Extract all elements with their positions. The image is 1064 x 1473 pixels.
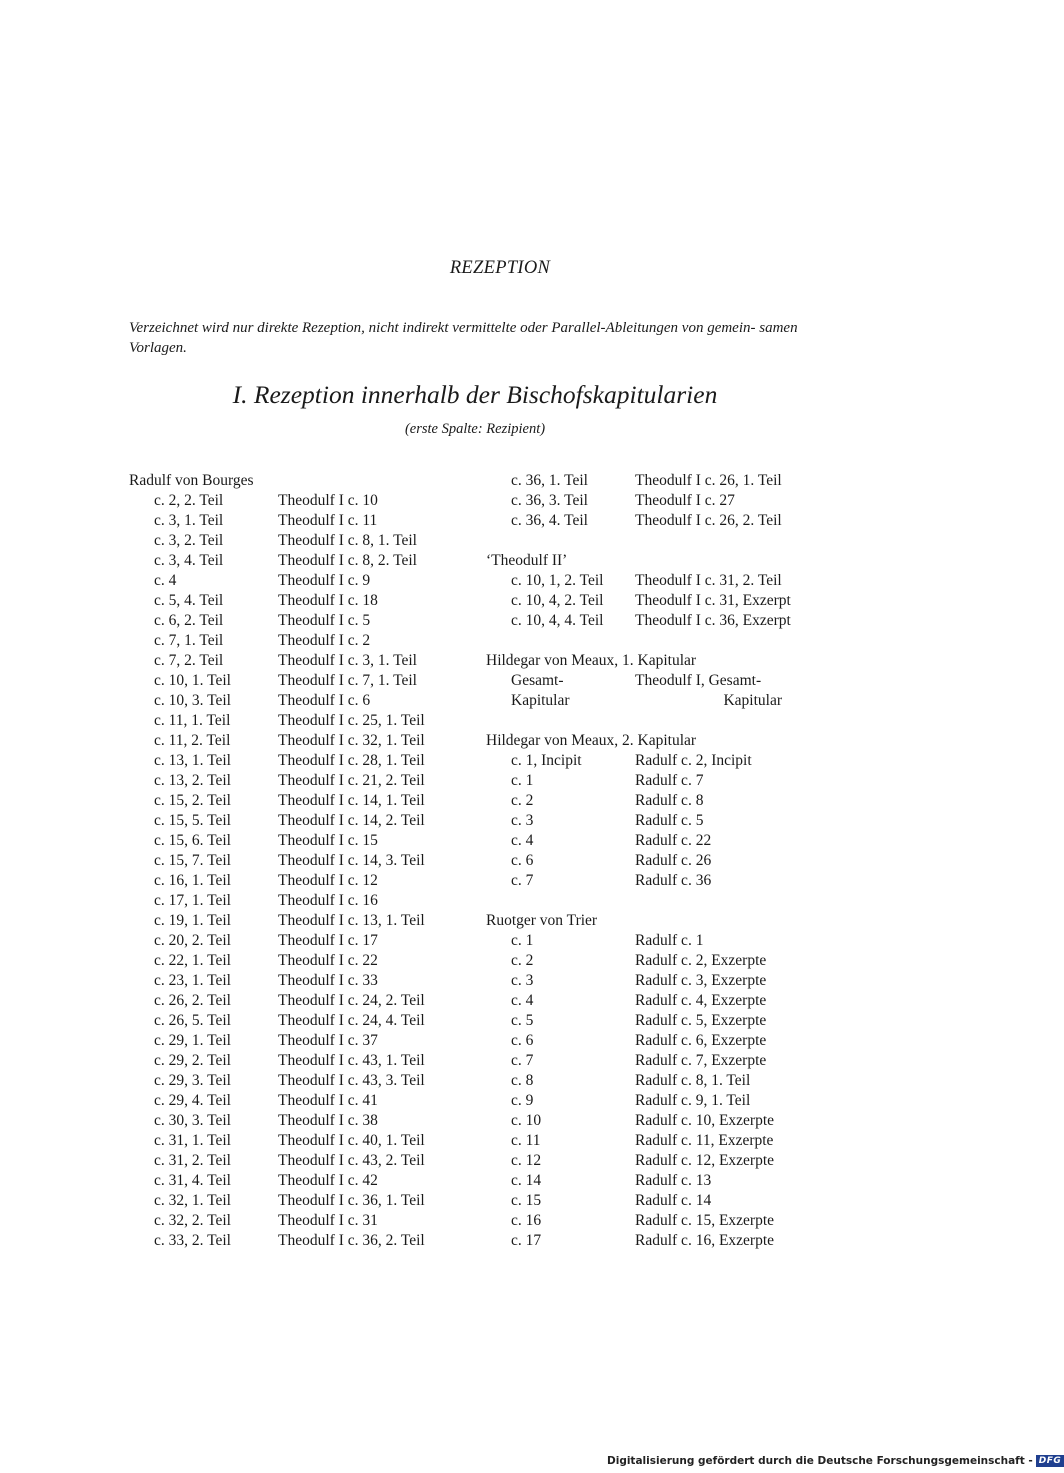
source-cell: Radulf c. 9, 1. Teil xyxy=(635,1092,751,1109)
recipient-cell: c. 15, 7. Teil xyxy=(154,852,231,869)
reception-row xyxy=(129,891,469,911)
recipient-cell: c. 23, 1. Teil xyxy=(154,972,231,989)
reception-row xyxy=(486,1131,826,1151)
reception-row xyxy=(486,951,826,971)
recipient-cell: c. 31, 2. Teil xyxy=(154,1152,231,1169)
reception-row xyxy=(129,1051,469,1071)
reception-row xyxy=(129,691,469,711)
recipient-cell: c. 9 xyxy=(511,1092,534,1109)
reception-row xyxy=(129,1111,469,1131)
recipient-cell: c. 29, 3. Teil xyxy=(154,1072,231,1089)
recipient-cell: c. 3 xyxy=(511,972,534,989)
reception-row xyxy=(486,471,826,491)
recipient-cell: c. 4 xyxy=(154,572,177,589)
recipient-cell: c. 3, 2. Teil xyxy=(154,532,224,549)
reception-row xyxy=(129,551,469,571)
source-cell: Theodulf I c. 14, 2. Teil xyxy=(278,812,425,829)
source-cell: Theodulf I c. 31, Exzerpt xyxy=(635,592,791,609)
dfg-footer xyxy=(607,1453,1064,1469)
reception-row xyxy=(486,511,826,531)
source-cell: Theodulf I c. 16 xyxy=(278,892,378,909)
reception-row xyxy=(129,1211,469,1231)
recipient-cell: c. 36, 1. Teil xyxy=(511,472,588,489)
recipient-cell: c. 7 xyxy=(511,1052,534,1069)
source-cell: Theodulf I c. 37 xyxy=(278,1032,378,1049)
source-cell: Theodulf I c. 24, 4. Teil xyxy=(278,1012,425,1029)
reception-row xyxy=(486,611,826,631)
group-title: Hildegar von Meaux, 2. Kapitular xyxy=(486,732,697,749)
recipient-cell: c. 29, 2. Teil xyxy=(154,1052,231,1069)
source-cell: Theodulf I c. 2 xyxy=(278,632,371,649)
source-cell: Theodulf I c. 26, 2. Teil xyxy=(635,512,782,529)
source-cell: Radulf c. 36 xyxy=(635,872,712,889)
source-cell: Kapitular xyxy=(723,692,782,709)
source-cell: Theodulf I c. 26, 1. Teil xyxy=(635,472,782,489)
source-cell: Theodulf I c. 36, 1. Teil xyxy=(278,1192,425,1209)
source-cell: Theodulf I c. 40, 1. Teil xyxy=(278,1132,425,1149)
source-cell: Radulf c. 22 xyxy=(635,832,712,849)
reception-row xyxy=(486,1111,826,1131)
reception-row xyxy=(129,591,469,611)
source-cell: Radulf c. 2, Exzerpte xyxy=(635,952,767,969)
reception-row xyxy=(486,931,826,951)
recipient-cell: c. 17 xyxy=(511,1232,542,1249)
source-cell: Theodulf I c. 42 xyxy=(278,1172,378,1189)
reception-row xyxy=(129,791,469,811)
recipient-cell: Gesamt- xyxy=(511,672,564,689)
recipient-cell: c. 6 xyxy=(511,1032,534,1049)
reception-row xyxy=(486,791,826,811)
recipient-cell: c. 26, 5. Teil xyxy=(154,1012,231,1029)
recipient-cell: c. 19, 1. Teil xyxy=(154,912,231,929)
recipient-cell: c. 3 xyxy=(511,812,534,829)
source-cell: Theodulf I c. 14, 1. Teil xyxy=(278,792,425,809)
source-cell: Radulf c. 7 xyxy=(635,772,704,789)
source-cell: Theodulf I c. 36, 2. Teil xyxy=(278,1232,425,1249)
source-cell: Radulf c. 1 xyxy=(635,932,704,949)
recipient-cell: c. 36, 3. Teil xyxy=(511,492,588,509)
recipient-cell: c. 7, 2. Teil xyxy=(154,652,224,669)
recipient-cell: c. 31, 4. Teil xyxy=(154,1172,231,1189)
reception-row xyxy=(129,931,469,951)
section-title: REZEPTION xyxy=(449,258,551,278)
reception-row xyxy=(129,1191,469,1211)
reception-row xyxy=(486,811,826,831)
recipient-cell: c. 5, 4. Teil xyxy=(154,592,224,609)
reception-row xyxy=(129,911,469,931)
recipient-cell: c. 1 xyxy=(511,932,534,949)
reception-row xyxy=(486,991,826,1011)
source-cell: Theodulf I c. 17 xyxy=(278,932,378,949)
reception-row xyxy=(486,851,826,871)
recipient-cell: c. 10, 3. Teil xyxy=(154,692,231,709)
reception-row xyxy=(486,1071,826,1091)
source-cell: Radulf c. 2, Incipit xyxy=(635,752,752,769)
source-cell: Radulf c. 26 xyxy=(635,852,712,869)
recipient-cell: c. 8 xyxy=(511,1072,534,1089)
recipient-cell: c. 10, 4, 2. Teil xyxy=(511,592,604,609)
reception-row xyxy=(486,771,826,791)
source-cell: Theodulf I c. 33 xyxy=(278,972,378,989)
source-cell: Theodulf I c. 25, 1. Teil xyxy=(278,712,425,729)
reception-row xyxy=(129,771,469,791)
reception-row xyxy=(486,1211,826,1231)
source-cell: Radulf c. 4, Exzerpte xyxy=(635,992,767,1009)
recipient-cell: c. 15, 2. Teil xyxy=(154,792,231,809)
reception-row xyxy=(486,1011,826,1031)
recipient-cell: c. 6 xyxy=(511,852,534,869)
source-cell: Radulf c. 8 xyxy=(635,792,704,809)
reception-row xyxy=(129,1231,469,1251)
source-cell: Theodulf I c. 27 xyxy=(635,492,735,509)
recipient-cell: c. 26, 2. Teil xyxy=(154,992,231,1009)
source-cell: Theodulf I, Gesamt- xyxy=(635,672,762,689)
recipient-cell: c. 2 xyxy=(511,792,534,809)
reception-row xyxy=(129,751,469,771)
reception-row xyxy=(129,1131,469,1151)
reception-row xyxy=(486,591,826,611)
source-cell: Radulf c. 5 xyxy=(635,812,704,829)
recipient-cell: c. 10, 1. Teil xyxy=(154,672,231,689)
reception-row xyxy=(129,611,469,631)
reception-row xyxy=(129,1151,469,1171)
reception-row xyxy=(129,1031,469,1051)
reception-row xyxy=(129,991,469,1011)
recipient-cell: c. 11, 1. Teil xyxy=(154,712,231,729)
source-cell: Radulf c. 14 xyxy=(635,1192,712,1209)
reception-row xyxy=(486,871,826,891)
reception-row xyxy=(129,971,469,991)
source-cell: Theodulf I c. 32, 1. Teil xyxy=(278,732,425,749)
recipient-cell: c. 15, 6. Teil xyxy=(154,832,231,849)
source-cell: Theodulf I c. 31, 2. Teil xyxy=(635,572,782,589)
reception-row xyxy=(129,711,469,731)
reception-row xyxy=(486,1191,826,1211)
reception-row xyxy=(486,491,826,511)
recipient-cell: c. 13, 2. Teil xyxy=(154,772,231,789)
source-cell: Theodulf I c. 15 xyxy=(278,832,378,849)
recipient-cell: c. 1 xyxy=(511,772,534,789)
reception-row xyxy=(129,1011,469,1031)
reception-row xyxy=(129,731,469,751)
reception-row xyxy=(486,1051,826,1071)
reception-row xyxy=(129,1171,469,1191)
source-cell: Radulf c. 15, Exzerpte xyxy=(635,1212,775,1229)
reception-row xyxy=(486,571,826,591)
recipient-cell: c. 10, 1, 2. Teil xyxy=(511,572,604,589)
reception-row xyxy=(129,851,469,871)
recipient-cell: c. 4 xyxy=(511,992,534,1009)
source-cell: Theodulf I c. 43, 3. Teil xyxy=(278,1072,425,1089)
reception-row xyxy=(129,1091,469,1111)
source-cell: Theodulf I c. 38 xyxy=(278,1112,378,1129)
reception-row xyxy=(486,831,826,851)
recipient-cell: c. 29, 4. Teil xyxy=(154,1092,231,1109)
recipient-cell: c. 11, 2. Teil xyxy=(154,732,231,749)
reception-row xyxy=(129,1071,469,1091)
reception-row xyxy=(486,1171,826,1191)
source-cell: Radulf c. 11, Exzerpte xyxy=(635,1132,774,1149)
source-cell: Radulf c. 5, Exzerpte xyxy=(635,1012,767,1029)
source-cell: Theodulf I c. 21, 2. Teil xyxy=(278,772,425,789)
source-cell: Theodulf I c. 7, 1. Teil xyxy=(278,672,417,689)
source-cell: Theodulf I c. 24, 2. Teil xyxy=(278,992,425,1009)
subheading: (erste Spalte: Rezipient) xyxy=(404,421,546,437)
recipient-cell: c. 15 xyxy=(511,1192,542,1209)
recipient-cell: c. 29, 1. Teil xyxy=(154,1032,231,1049)
reception-row xyxy=(486,971,826,991)
reception-row xyxy=(129,871,469,891)
recipient-cell: c. 1, Incipit xyxy=(511,752,582,769)
source-cell: Radulf c. 16, Exzerpte xyxy=(635,1232,775,1249)
recipient-cell: c. 36, 4. Teil xyxy=(511,512,588,529)
main-heading: I. Rezeption innerhalb der Bischofskapitularien xyxy=(232,380,718,409)
source-cell: Theodulf I c. 31 xyxy=(278,1212,378,1229)
footer-text: Digitalisierung gefördert durch die Deutsche Forschungsgemeinschaft - xyxy=(607,1455,1033,1467)
source-cell: Theodulf I c. 14, 3. Teil xyxy=(278,852,425,869)
reception-row xyxy=(486,751,826,771)
right-column xyxy=(486,471,826,1251)
source-cell: Theodulf I c. 5 xyxy=(278,612,371,629)
reception-row xyxy=(486,1151,826,1171)
source-cell: Theodulf I c. 8, 1. Teil xyxy=(278,532,417,549)
reception-row xyxy=(129,951,469,971)
recipient-cell: c. 31, 1. Teil xyxy=(154,1132,231,1149)
reception-row xyxy=(129,651,469,671)
recipient-cell: c. 4 xyxy=(511,832,534,849)
source-cell: Radulf c. 3, Exzerpte xyxy=(635,972,767,989)
source-cell: Theodulf I c. 28, 1. Teil xyxy=(278,752,425,769)
source-cell: Radulf c. 12, Exzerpte xyxy=(635,1152,775,1169)
left-column xyxy=(129,471,469,1251)
source-cell: Theodulf I c. 3, 1. Teil xyxy=(278,652,417,669)
source-cell: Radulf c. 13 xyxy=(635,1172,712,1189)
reception-row xyxy=(129,631,469,651)
recipient-cell: c. 11 xyxy=(511,1132,541,1149)
source-cell: Theodulf I c. 10 xyxy=(278,492,378,509)
recipient-cell: c. 32, 1. Teil xyxy=(154,1192,231,1209)
recipient-cell: c. 15, 5. Teil xyxy=(154,812,231,829)
recipient-cell: c. 7 xyxy=(511,872,534,889)
group-title: ‘Theodulf II’ xyxy=(486,552,568,569)
source-cell: Theodulf I c. 12 xyxy=(278,872,378,889)
reception-row xyxy=(486,1091,826,1111)
group-title: Hildegar von Meaux, 1. Kapitular xyxy=(486,652,697,669)
recipient-cell: c. 5 xyxy=(511,1012,534,1029)
reception-row xyxy=(129,811,469,831)
recipient-cell: c. 30, 3. Teil xyxy=(154,1112,231,1129)
recipient-cell: c. 14 xyxy=(511,1172,542,1189)
reception-row xyxy=(129,511,469,531)
recipient-cell: c. 20, 2. Teil xyxy=(154,932,231,949)
source-cell: Theodulf I c. 22 xyxy=(278,952,378,969)
intro-paragraph: Verzeichnet wird nur direkte Rezeption, nicht indirekt vermittelte oder Parallel-Ableitungen von gemein- samen Vorlagen. xyxy=(129,320,798,356)
source-cell: Radulf c. 10, Exzerpte xyxy=(635,1112,775,1129)
reception-row xyxy=(486,1231,826,1251)
recipient-cell: c. 22, 1. Teil xyxy=(154,952,231,969)
recipient-cell: c. 2 xyxy=(511,952,534,969)
recipient-cell: Kapitular xyxy=(511,692,570,709)
reception-row xyxy=(129,491,469,511)
recipient-cell: c. 3, 1. Teil xyxy=(154,512,224,529)
recipient-cell: c. 10 xyxy=(511,1112,542,1129)
source-cell: Theodulf I c. 6 xyxy=(278,692,371,709)
recipient-cell: c. 16 xyxy=(511,1212,542,1229)
reception-row xyxy=(129,831,469,851)
recipient-cell: c. 17, 1. Teil xyxy=(154,892,231,909)
recipient-cell: c. 10, 4, 4. Teil xyxy=(511,612,604,629)
source-cell: Theodulf I c. 18 xyxy=(278,592,378,609)
recipient-cell: c. 2, 2. Teil xyxy=(154,492,224,509)
source-cell: Theodulf I c. 43, 1. Teil xyxy=(278,1052,425,1069)
recipient-cell: c. 7, 1. Teil xyxy=(154,632,224,649)
source-cell: Theodulf I c. 9 xyxy=(278,572,371,589)
source-cell: Theodulf I c. 43, 2. Teil xyxy=(278,1152,425,1169)
recipient-cell: c. 12 xyxy=(511,1152,542,1169)
reception-row xyxy=(486,691,826,711)
recipient-cell: c. 16, 1. Teil xyxy=(154,872,231,889)
group-title: Ruotger von Trier xyxy=(486,912,598,929)
recipient-cell: c. 32, 2. Teil xyxy=(154,1212,231,1229)
group-title: Radulf von Bourges xyxy=(129,472,254,489)
source-cell: Radulf c. 7, Exzerpte xyxy=(635,1052,767,1069)
source-cell: Theodulf I c. 8, 2. Teil xyxy=(278,552,417,569)
recipient-cell: c. 3, 4. Teil xyxy=(154,552,224,569)
reception-row xyxy=(129,671,469,691)
source-cell: Radulf c. 8, 1. Teil xyxy=(635,1072,751,1089)
recipient-cell: c. 6, 2. Teil xyxy=(154,612,224,629)
recipient-cell: c. 13, 1. Teil xyxy=(154,752,231,769)
reception-row xyxy=(486,671,826,691)
source-cell: Theodulf I c. 41 xyxy=(278,1092,378,1109)
source-cell: Radulf c. 6, Exzerpte xyxy=(635,1032,767,1049)
source-cell: Theodulf I c. 11 xyxy=(278,512,378,529)
source-cell: Theodulf I c. 13, 1. Teil xyxy=(278,912,425,929)
source-cell: Theodulf I c. 36, Exzerpt xyxy=(635,612,791,629)
dfg-logo-icon: DFG xyxy=(1036,1455,1064,1467)
reception-row xyxy=(486,1031,826,1051)
reception-row xyxy=(129,571,469,591)
recipient-cell: c. 33, 2. Teil xyxy=(154,1232,231,1249)
reception-row xyxy=(129,531,469,551)
